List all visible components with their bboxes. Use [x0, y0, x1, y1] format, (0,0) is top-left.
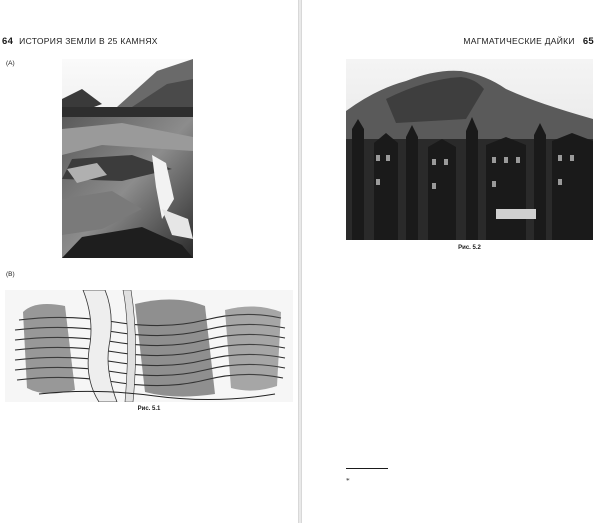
footnote: [346, 476, 592, 486]
right-page: [302, 0, 600, 523]
left-running-head: [2, 36, 158, 47]
footnote-rule: [346, 468, 388, 469]
right-running-head: [463, 36, 594, 47]
left-page-number: 64: [2, 36, 14, 47]
footnote-marker: *: [346, 476, 350, 485]
figure-5-1-caption: [6, 405, 292, 413]
left-page: [0, 0, 298, 523]
figure-label-b: (B): [6, 271, 15, 278]
hutton-granite-illustration: [5, 290, 293, 402]
left-running-title: ИСТОРИЯ ЗЕМЛИ В 25 КАМНЯХ: [19, 36, 158, 46]
right-running-title: МАГМАТИЧЕСКИЕ ДАЙКИ: [463, 36, 575, 46]
figure-5-2-caption: [346, 244, 593, 252]
river-gorge-photo: [62, 59, 193, 258]
figure-5-2-label: Рис. 5.2: [458, 245, 481, 251]
figure-5-1-label: Рис. 5.1: [137, 406, 161, 412]
figure-label-a: (A): [6, 60, 15, 67]
edinburgh-arthurs-seat-photo: [346, 59, 593, 240]
right-page-number: 65: [582, 36, 594, 47]
